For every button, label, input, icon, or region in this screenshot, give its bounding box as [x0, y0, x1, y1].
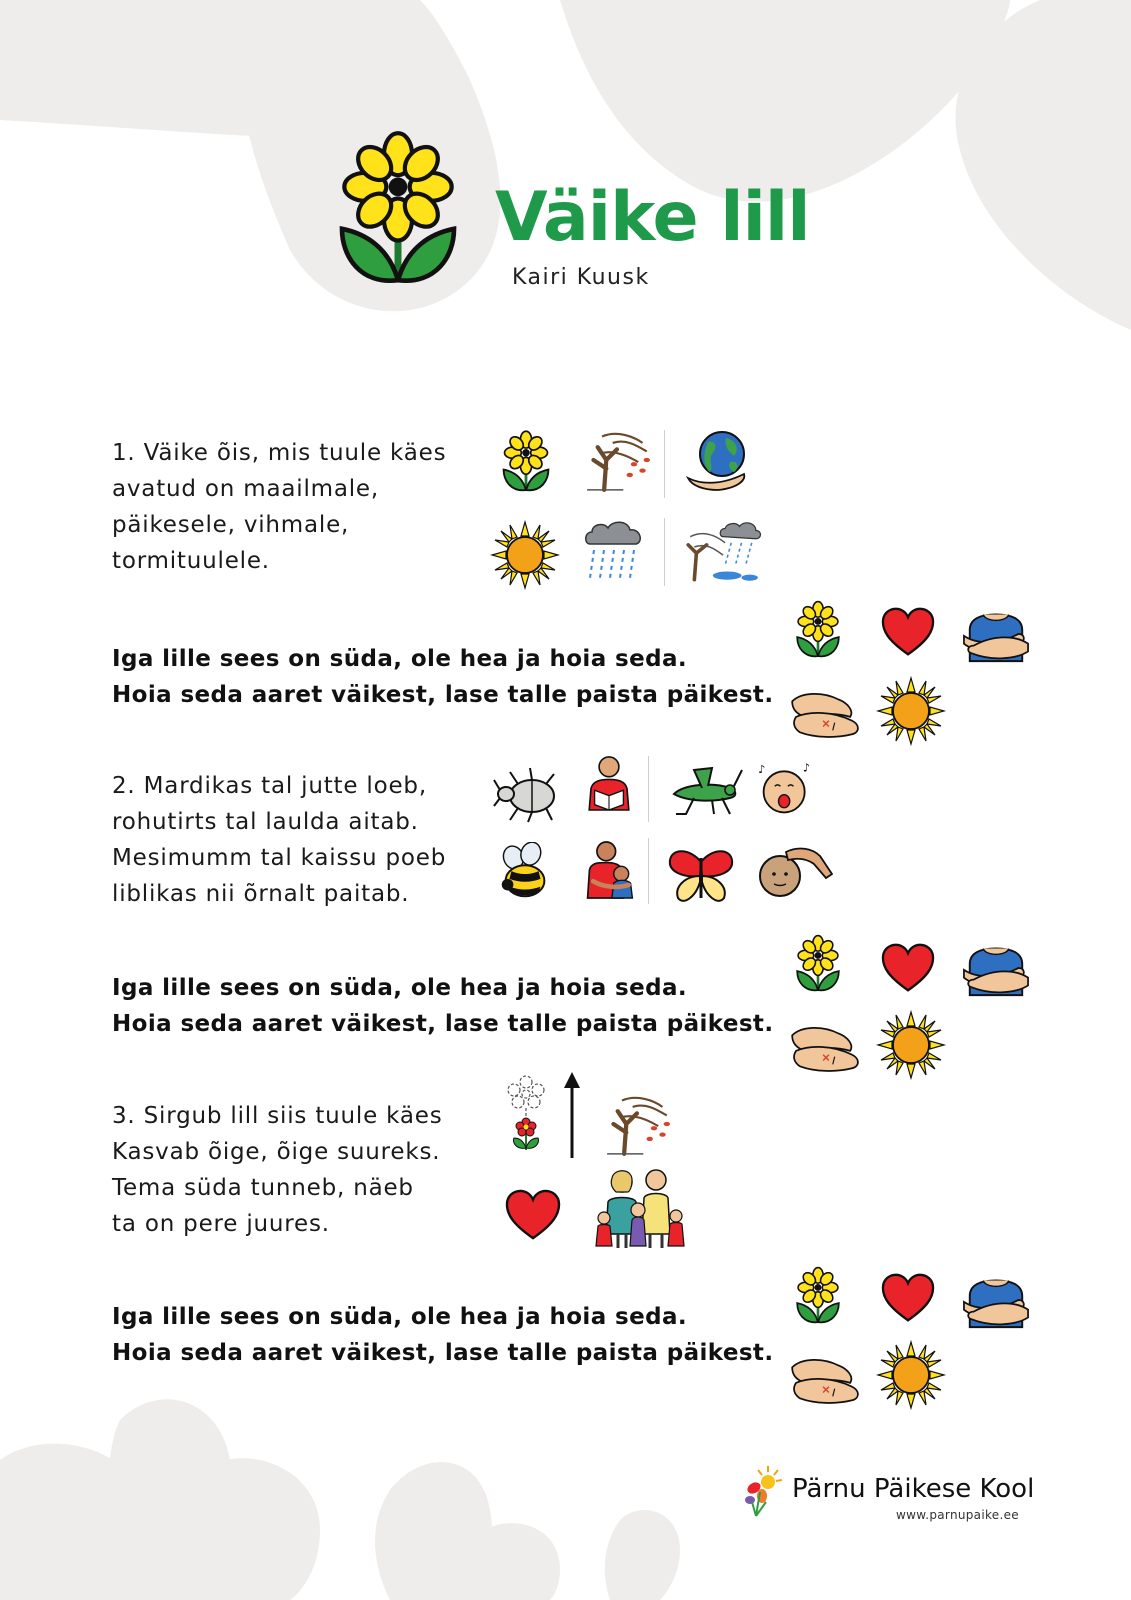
flower-growing-icon	[496, 1070, 556, 1158]
symbol-separator	[648, 838, 649, 904]
hands-giving-icon	[790, 1350, 862, 1408]
flower-icon	[792, 600, 844, 662]
sun-icon	[490, 520, 560, 590]
hands-giving-icon	[790, 684, 862, 742]
verse-line: ta on pere juures.	[112, 1211, 330, 1237]
hug-self-icon	[962, 600, 1030, 664]
chorus-line: Hoia seda aaret väikest, lase talle paista päikest.	[112, 682, 774, 708]
butterfly-icon	[666, 846, 736, 906]
school-logo-icon	[742, 1462, 786, 1518]
beetle-icon	[492, 764, 562, 824]
wind-tree-icon	[580, 428, 656, 492]
heart-icon	[880, 942, 936, 994]
school-website-link[interactable]: www.parnupaike.ee	[896, 1508, 1019, 1522]
verse-line: rohutirts tal laulda aitab.	[112, 809, 419, 835]
verse-line: Mesimumm tal kaissu poeb	[112, 845, 447, 871]
hug-self-icon	[962, 934, 1030, 998]
sun-icon	[876, 676, 946, 746]
verse-line: 2. Mardikas tal jutte loeb,	[112, 773, 427, 799]
flower-logo-icon	[328, 120, 468, 305]
chorus-line: Hoia seda aaret väikest, lase talle paista päikest.	[112, 1011, 774, 1037]
stroking-head-icon	[756, 842, 836, 902]
heart-icon	[504, 1188, 562, 1242]
flower-icon	[498, 430, 554, 496]
chorus-2	[112, 970, 773, 1042]
page-title: Väike lill	[495, 178, 810, 257]
sun-icon	[876, 1340, 946, 1410]
chorus-line: Iga lille sees on süda, ole hea ja hoia seda.	[112, 975, 688, 1001]
symbol-separator	[664, 518, 665, 586]
chorus-1	[112, 641, 773, 713]
sun-icon	[876, 1010, 946, 1080]
family-icon	[592, 1168, 688, 1248]
chorus-line: Iga lille sees on süda, ole hea ja hoia seda.	[112, 1304, 688, 1330]
verse-2	[112, 768, 446, 912]
verse-line: 1. Väike õis, mis tuule käes	[112, 440, 447, 466]
hands-giving-icon	[790, 1018, 862, 1076]
singing-face-icon	[756, 762, 816, 818]
heart-icon	[880, 1272, 936, 1324]
symbol-separator	[664, 430, 665, 498]
up-arrow-icon	[562, 1070, 582, 1160]
verse-line: liblikas nii õrnalt paitab.	[112, 881, 410, 907]
wind-tree-icon	[600, 1092, 676, 1156]
flower-icon	[792, 934, 844, 996]
person-hugging-child-icon	[582, 838, 638, 902]
verse-line: Kasvab õige, õige suureks.	[112, 1139, 441, 1165]
hug-self-icon	[962, 1266, 1030, 1330]
globe-in-hands-icon	[684, 428, 754, 492]
author-name: Kairi Kuusk	[512, 265, 650, 290]
verse-line: tormituulele.	[112, 548, 270, 574]
person-reading-icon	[582, 752, 636, 814]
school-name: Pärnu Päikese Kool	[792, 1474, 1035, 1504]
verse-line: avatud on maailmale,	[112, 476, 379, 502]
grasshopper-icon	[664, 764, 744, 820]
verse-line: päikesele, vihmale,	[112, 512, 350, 538]
heart-icon	[880, 606, 936, 658]
storm-icon	[680, 518, 762, 584]
verse-line: 3. Sirgub lill siis tuule käes	[112, 1103, 443, 1129]
chorus-3	[112, 1299, 773, 1371]
chorus-line: Hoia seda aaret väikest, lase talle paista päikest.	[112, 1340, 774, 1366]
verse-1	[112, 435, 446, 579]
symbol-separator	[648, 756, 649, 822]
verse-3	[112, 1098, 442, 1242]
rain-cloud-icon	[580, 518, 650, 582]
chorus-line: Iga lille sees on süda, ole hea ja hoia seda.	[112, 646, 688, 672]
flower-icon	[792, 1266, 844, 1328]
bumblebee-icon	[494, 842, 556, 904]
verse-line: Tema süda tunneb, näeb	[112, 1175, 414, 1201]
